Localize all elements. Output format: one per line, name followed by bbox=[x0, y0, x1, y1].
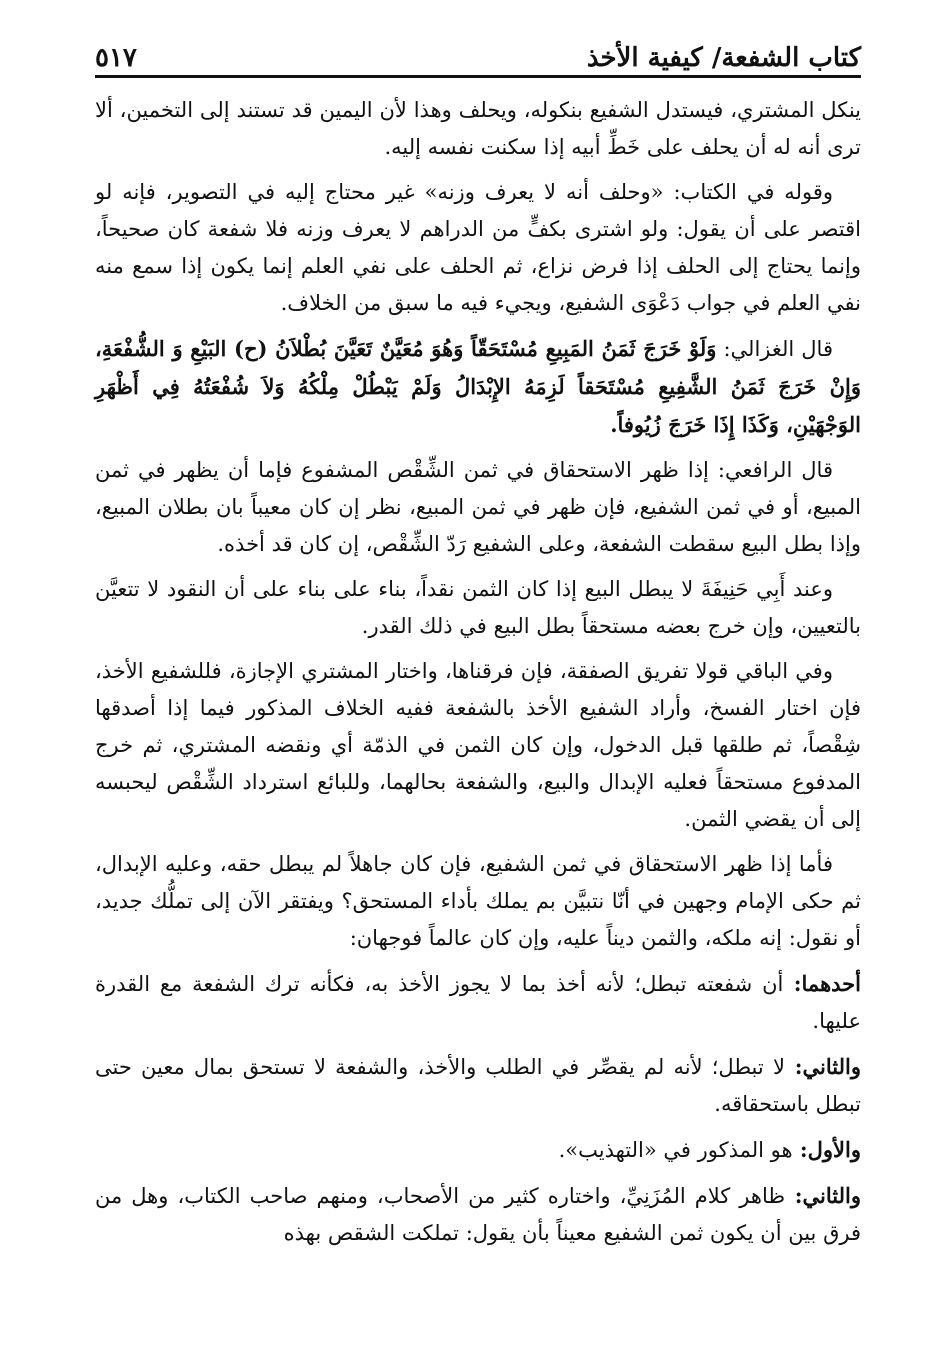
paragraph-abu-hanifa bbox=[95, 571, 861, 645]
paragraph-first-view bbox=[95, 965, 861, 1040]
paragraph-text: قال الرافعي: إذا ظهر الاستحقاق في ثمن الشِّقْص المشفوع فإما أن يظهر في ثمن المبيع، أو في ثمن الشفيع، فإن ظهر في ثمن المبيع، نظر إن كان معيباً بان بطلان المبيع، وإذا بطل البيع سقطت الشفعة، وعلى الشفيع رَدّ الشِّقْص، إن كان قد أخذه. bbox=[95, 458, 861, 556]
paragraph-lead: والثاني: bbox=[784, 1054, 861, 1079]
body-text bbox=[95, 92, 861, 1252]
page-number: ٥١٧ bbox=[95, 43, 137, 73]
paragraph-commentary bbox=[95, 174, 861, 322]
paragraph-lead: والثاني: bbox=[785, 1183, 861, 1208]
paragraph-text: ظاهر كلام المُزَنِيِّ، واختاره كثير من الأصحاب، ومنهم صاحب الكتاب، وهل من فرق بين أن يكون ثمن الشفيع معيناً بأن يقول: تملكت الشقص بهذه bbox=[95, 1184, 861, 1245]
paragraph-text: أن شفعته تبطل؛ لأنه أخذ بما لا يجوز الأخذ به، فكأنه ترك الشفعة مع القدرة عليها. bbox=[95, 972, 861, 1033]
paragraph-lead: والأول: bbox=[792, 1137, 861, 1162]
paragraph-lead: أحدهما: bbox=[783, 971, 861, 996]
paragraph-remainder bbox=[95, 653, 861, 838]
paragraph-text: لا تبطل؛ لأنه لم يقصِّر في الطلب والأخذ، والشفعة لا تستحق بمال معين حتى تبطل باستحقاقه. bbox=[95, 1055, 861, 1116]
paragraph-text: ينكل المشتري، فيستدل الشفيع بنكوله، ويحلف وهذا لأن اليمين قد تستند إلى التخمين، ألا ترى أنه له أن يحلف على خَطِّ أبيه إذا سكنت نفسه إليه. bbox=[95, 98, 861, 159]
paragraph-continuation bbox=[95, 92, 861, 166]
paragraph-lead: قال الغزالي: bbox=[716, 337, 833, 361]
paragraph-text: هو المذكور في «التهذيب». bbox=[558, 1138, 793, 1162]
paragraph-text: فأما إذا ظهر الاستحقاق في ثمن الشفيع، فإن كان جاهلاً لم يبطل حقه، وعليه الإبدال، ثم حكى الإمام وجهين في أنّا نتبيَّن بم يملك بأداء المستحق؟ ويفتقر الآن إلى تملُّك جديد، أو نقول: إنه ملكه، والثمن ديناً عليه، وإن كان عالماً فوجهان: bbox=[95, 852, 861, 950]
paragraph-rafii bbox=[95, 452, 861, 563]
paragraph-second-view bbox=[95, 1048, 861, 1123]
paragraph-second-mentioned bbox=[95, 1177, 861, 1252]
book-page bbox=[95, 30, 861, 1260]
quoted-matn: وَلَوْ خَرَجَ ثَمَنُ المَبِيعِ مُسْتَحَقّاً وَهُوَ مُعَيَّنٌ تَعَيَّنَ بُطْلاَنُ (ح) البَيْعِ وَ الشُّفْعَةِ، وَإِنْ خَرَجَ ثَمَنُ الشَّفِيعِ مُسْتَحَقاً لَزِمَهُ الإِبْدَالُ وَلَمْ يَبْطُلْ مِلْكُهُ وَلاَ شُفْعَتُهُ فِي أَظْهَرِ الوَجْهَيْنِ، وَكَذَا إِذَا خَرَجَ زُيُوفاً. bbox=[95, 336, 861, 437]
paragraph-text: وقوله في الكتاب: «وحلف أنه لا يعرف وزنه» غير محتاج إليه في التصوير، فإنه لو اقتصر على أن يقول: ولو اشترى بكفٍّ من الدراهم لا يعرف وزنه فلا شفعة كان صحيحاً، وإنما يحتاج إلى الحلف إذا فرض نزاع، ثم الحلف على نفي العلم إنما يكون إذا سمع منه نفي العلم في جواب دَعْوَى الشفيع، ويجيء فيه ما سبق من الخلاف. bbox=[95, 180, 861, 315]
paragraph-text: وفي الباقي قولا تفريق الصفقة، فإن فرقناها، واختار المشتري الإجازة، فللشفيع الأخذ، فإن اختار الفسخ، وأراد الشفيع الأخذ بالشفعة ففيه الخلاف المذكور فيما إذا أصدقها شِقْصاً، ثم طلقها قبل الدخول، وإن كان الثمن في الذمّة أي ونقضه المشتري، ثم خرج المدفوع مستحقاً فعليه الإبدال والبيع، والشفعة بحالهما، وللبائع استرداد الشِّقْص ليحبسه إلى أن يقضي الثمن. bbox=[95, 659, 861, 831]
paragraph-text: وعند أَبِي حَنِيفَةَ لا يبطل البيع إذا كان الثمن نقداً، بناء على بناء على أن النقود لا تتعيَّن بالتعيين، وإن خرج بعضه مستحقاً بطل البيع في ذلك القدر. bbox=[95, 577, 861, 638]
paragraph-ghazali-quote bbox=[95, 330, 861, 444]
paragraph-shafi-price bbox=[95, 846, 861, 957]
paragraph-first-mentioned bbox=[95, 1131, 861, 1169]
running-header bbox=[95, 30, 861, 78]
running-title: كتاب الشفعة/ كيفية الأخذ bbox=[586, 43, 861, 73]
